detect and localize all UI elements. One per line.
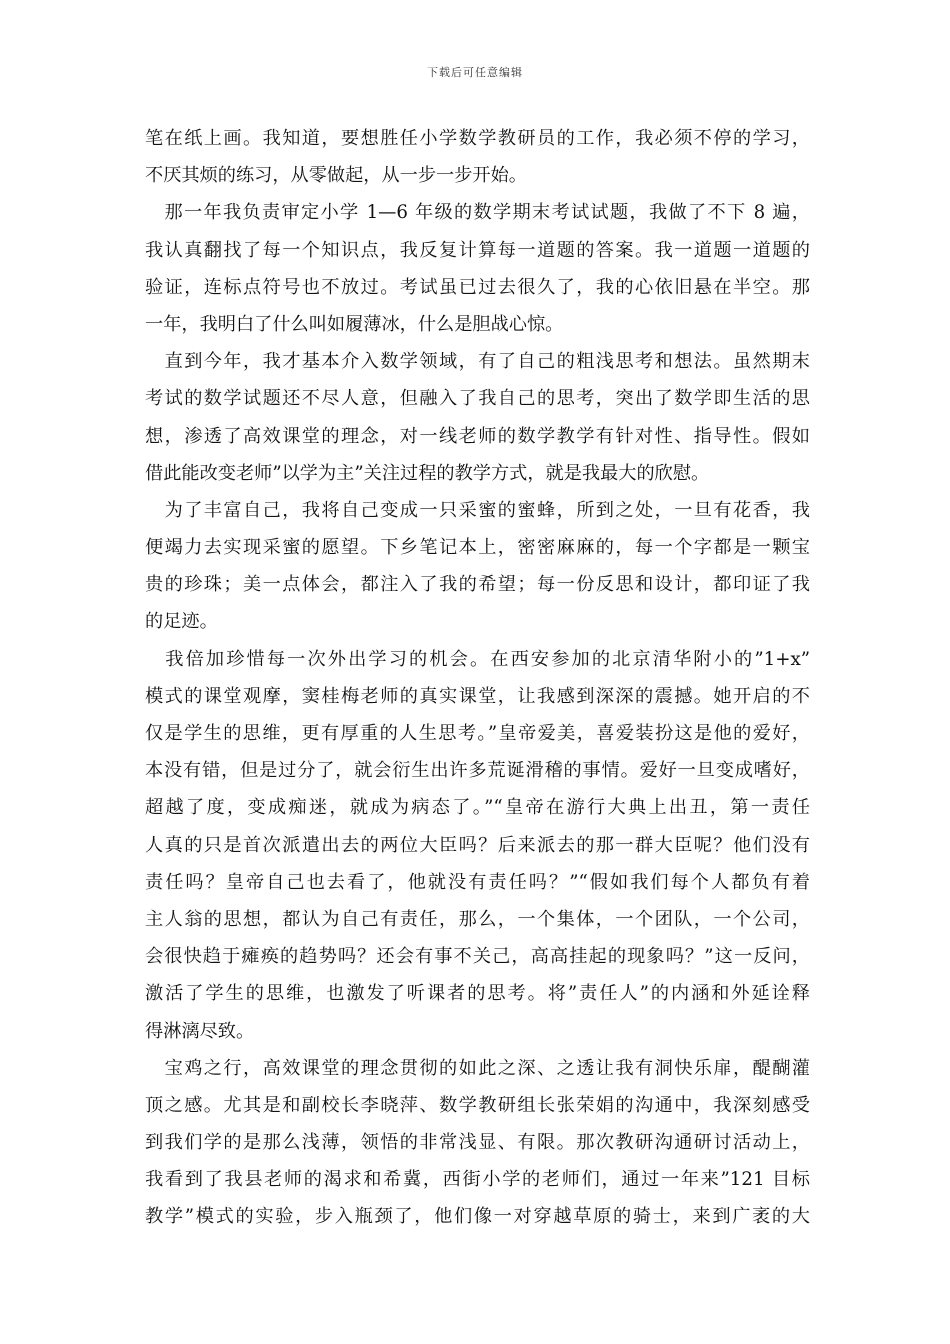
text-line: 一年，我明白了什么叫如履薄冰，什么是胆战心惊。 bbox=[145, 313, 564, 335]
text-line: 激活了学生的思维，也激发了听课者的思考。将”责任人”的内涵和外延诠释 bbox=[145, 983, 810, 1005]
text-line: 仅是学生的思维，更有厚重的人生思考。”皇帝爱美，喜爱装扮这是他的爱好， bbox=[145, 723, 810, 744]
text-line: 会很快趋于瘫痪的趋势吗？还会有事不关己，高高挂起的现象吗？”这一反问， bbox=[145, 946, 810, 968]
document-body bbox=[145, 120, 810, 1236]
text-line: 直到今年，我才基本介入数学领域，有了自己的粗浅思考和想法。虽然期末 bbox=[145, 351, 810, 373]
page-header: 下载后可任意编辑 bbox=[427, 66, 523, 79]
text-line: 到我们学的是那么浅薄，领悟的非常浅显、有限。那次教研沟通研讨活动上， bbox=[145, 1132, 810, 1154]
paragraph bbox=[145, 641, 810, 1050]
text-line: 我倍加珍惜每一次外出学习的机会。在西安参加的北京清华附小的”1+x” bbox=[145, 648, 810, 670]
text-line: 便竭力去实现采蜜的愿望。下乡笔记本上，密密麻麻的，每一个字都是一颗宝 bbox=[145, 537, 810, 559]
text-line: 的足迹。 bbox=[145, 611, 218, 633]
text-line: 得淋漓尽致。 bbox=[145, 1020, 255, 1042]
text-line: 笔在纸上画。我知道，要想胜任小学数学教研员的工作，我必须不停的学习， bbox=[145, 128, 810, 149]
paragraph bbox=[145, 194, 810, 343]
text-line: 人真的只是首次派遣出去的两位大臣吗？后来派去的那一群大臣呢？他们没有 bbox=[145, 834, 810, 856]
text-line: 超越了度，变成痴迷，就成为病态了。”“皇帝在游行大典上出丑，第一责任 bbox=[145, 797, 810, 819]
text-line: 宝鸡之行，高效课堂的理念贯彻的如此之深、之透让我有洞快乐扉，醍醐灌 bbox=[145, 1057, 810, 1079]
text-line: 那一年我负责审定小学 1—6 年级的数学期末考试试题，我做了不下 8 遍， bbox=[145, 202, 810, 224]
paragraph bbox=[145, 492, 810, 641]
text-line: 为了丰富自己，我将自己变成一只采蜜的蜜蜂，所到之处，一旦有花香，我 bbox=[145, 499, 810, 521]
text-line: 模式的课堂观摩，窦桂梅老师的真实课堂，让我感到深深的震撼。她开启的不 bbox=[145, 685, 810, 707]
text-line: 借此能改变老师”以学为主”关注过程的教学方式，就是我最大的欣慰。 bbox=[145, 462, 710, 484]
paragraph bbox=[145, 120, 810, 194]
text-line: 不厌其烦的练习，从零做起，从一步一步开始。 bbox=[145, 165, 527, 187]
text-line: 我看到了我县老师的渴求和希冀，西街小学的老师们，通过一年来”121 目标 bbox=[145, 1169, 810, 1191]
text-line: 责任吗？皇帝自己也去看了，他就没有责任吗？”“假如我们每个人都负有着 bbox=[145, 871, 810, 893]
text-line: 验证，连标点符号也不放过。考试虽已过去很久了，我的心依旧悬在半空。那 bbox=[145, 276, 810, 298]
paragraph bbox=[145, 343, 810, 492]
paragraph bbox=[145, 1050, 810, 1236]
text-line: 顶之感。尤其是和副校长李晓萍、数学教研组长张荣娟的沟通中，我深刻感受 bbox=[145, 1094, 810, 1116]
text-line: 想，渗透了高效课堂的理念，对一线老师的数学教学有针对性、指导性。假如 bbox=[145, 425, 810, 447]
text-line: 主人翁的思想，都认为自己有责任，那么，一个集体，一个团队，一个公司， bbox=[145, 908, 810, 930]
text-line: 贵的珍珠；美一点体会，都注入了我的希望；每一份反思和设计，都印证了我 bbox=[145, 574, 810, 596]
text-line: 我认真翻找了每一个知识点，我反复计算每一道题的答案。我一道题一道题的 bbox=[145, 239, 810, 261]
text-line: 本没有错，但是过分了，就会衍生出许多荒诞滑稽的事情。爱好一旦变成嗜好， bbox=[145, 760, 810, 782]
text-line: 考试的数学试题还不尽人意，但融入了我自己的思考，突出了数学即生活的思 bbox=[145, 388, 810, 410]
text-line: 教学”模式的实验，步入瓶颈了，他们像一对穿越草原的骑士，来到广袤的大 bbox=[145, 1206, 810, 1228]
